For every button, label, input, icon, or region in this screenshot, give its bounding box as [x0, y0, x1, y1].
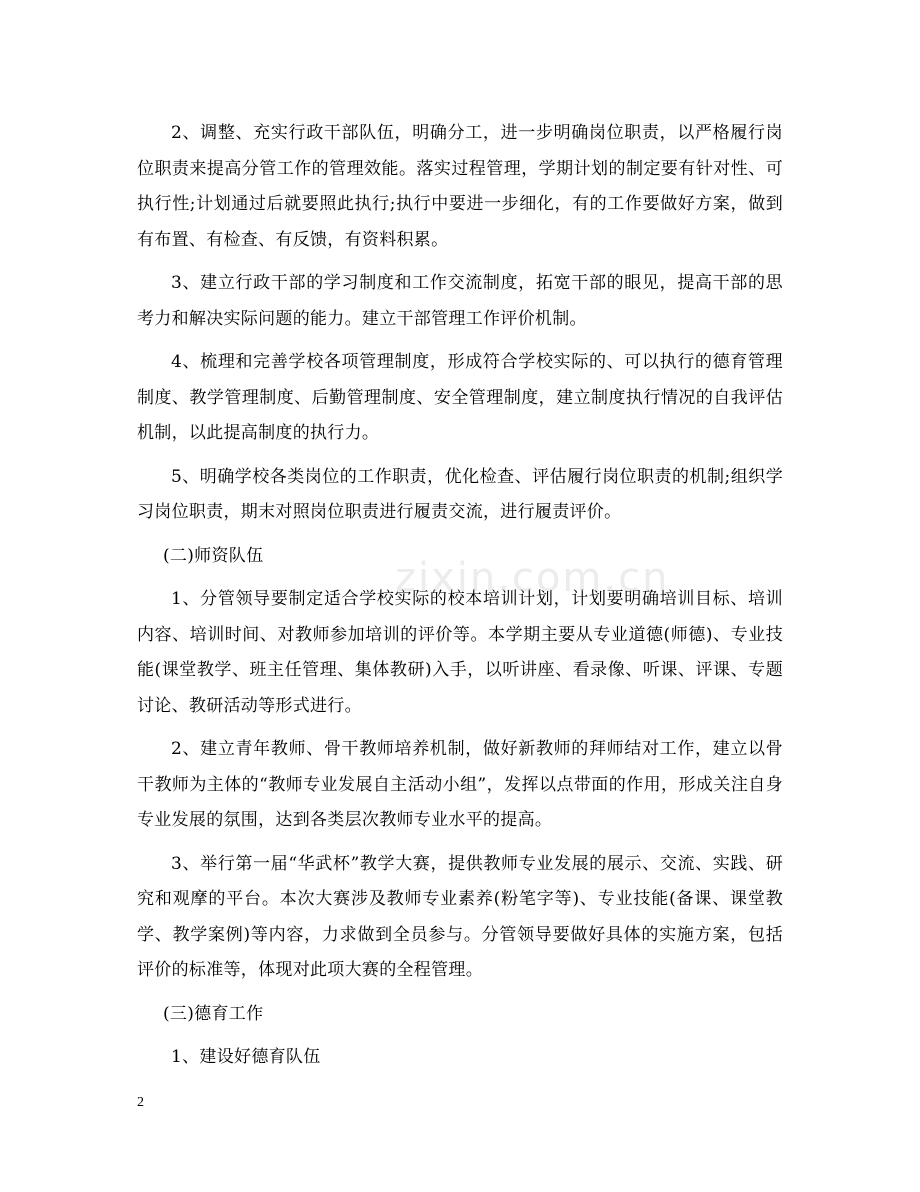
- document-body: [137, 116, 783, 1084]
- section-heading-teachers: (二)师资队伍: [163, 545, 264, 566]
- paragraph-management-rules: 4、梳理和完善学校各项管理制度，形成符合学校实际的、可以执行的德育管理制度、教学管理制度、后勤管理制度、安全管理制度，建立制度执行情况的自我评估机制，以此提高制度的执行力。: [137, 352, 783, 443]
- paragraph-admin-team: 2、调整、充实行政干部队伍，明确分工，进一步明确岗位职责，以严格履行岗位职责来提高分管工作的管理效能。落实过程管理，学期计划的制定要有针对性、可执行性;计划通过后就要照此执行;执行中要进一步细化，有的工作要做好方案，做到有布置、有检查、有反馈，有资料积累。: [137, 123, 783, 250]
- paragraph-moral-team: 1、建设好德育队伍: [171, 1047, 321, 1067]
- paragraph-training-plan: 1、分管领导要制定适合学校实际的校本培训计划，计划要明确培训目标、培训内容、培训时间、对教师参加培训的评价等。本学期主要从专业道德(师德)、专业技能(课堂教学、班主任管理、集体教研)入手，以听讲座、看录像、听课、评课、专题讨论、教研活动等形式进行。: [137, 589, 783, 716]
- paragraph-teaching-contest: 3、举行第一届“华武杯”教学大赛，提供教师专业发展的展示、交流、实践、研究和观摩的平台。本次大赛涉及教师专业素养(粉笔字等)、专业技能(备课、课堂教学、教学案例)等内容，力求做到全员参与。分管领导要做好具体的实施方案，包括评价的标准等，体现对此项大赛的全程管理。: [137, 853, 783, 980]
- paragraph-study-system: 3、建立行政干部的学习制度和工作交流制度，拓宽干部的眼见，提高干部的思考力和解决实际问题的能力。建立干部管理工作评价机制。: [137, 273, 783, 329]
- paragraph-job-duties: 5、明确学校各类岗位的工作职责，优化检查、评估履行岗位职责的机制;组织学习岗位职责，期末对照岗位职责进行履责交流，进行履责评价。: [137, 466, 783, 522]
- watermark-text: zixin.com.cn: [395, 555, 670, 601]
- section-heading-moral-education: (三)德育工作: [163, 1003, 264, 1024]
- page-number: 2: [137, 1095, 144, 1110]
- paragraph-teacher-development: 2、建立青年教师、骨干教师培养机制，做好新教师的拜师结对工作，建立以骨干教师为主体的“教师专业发展自主活动小组”，发挥以点带面的作用，形成关注自身专业发展的氛围，达到各类层次教师专业水平的提高。: [137, 739, 783, 830]
